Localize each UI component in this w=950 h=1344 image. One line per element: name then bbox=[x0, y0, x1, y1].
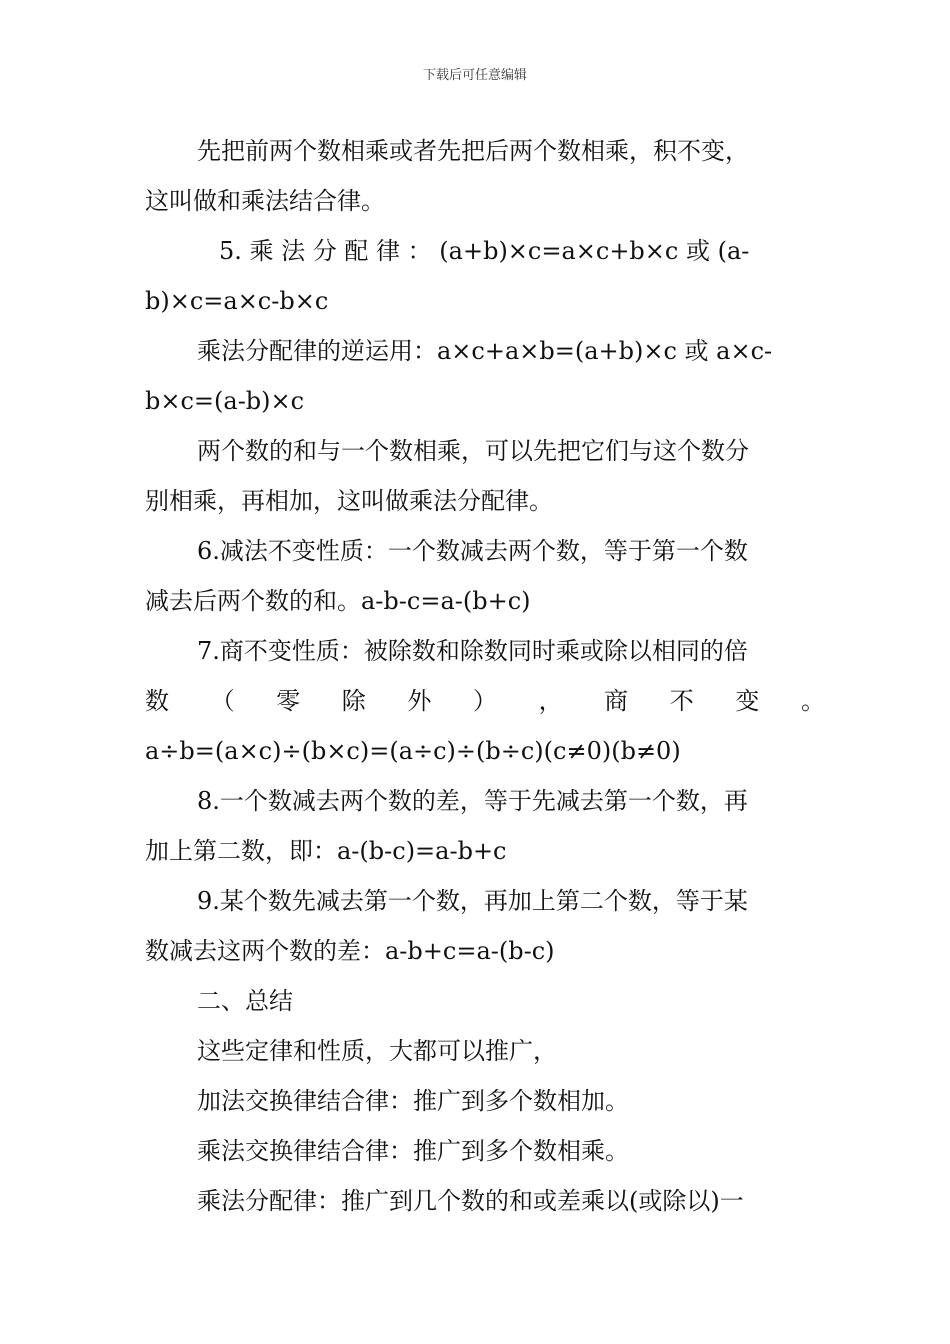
page-header: 下载后可任意编辑 bbox=[422, 68, 527, 83]
paragraph-line: b)×c=a×c-b×c bbox=[145, 287, 329, 315]
paragraph-line: 两个数的和与一个数相乘，可以先把它们与这个数分 bbox=[197, 437, 749, 465]
paragraph-line: 加法交换律结合律：推广到多个数相加。 bbox=[197, 1087, 629, 1115]
justified-char: 不 bbox=[669, 687, 694, 715]
justified-char: ） bbox=[472, 687, 497, 715]
justified-char: 变 bbox=[735, 687, 760, 715]
paragraph-line: 6.减法不变性质：一个数减去两个数，等于第一个数 bbox=[197, 537, 748, 565]
justified-char: （ bbox=[210, 687, 235, 715]
justified-char: 商 bbox=[604, 687, 629, 715]
paragraph-line: 乘法交换律结合律：推广到多个数相乘。 bbox=[197, 1137, 629, 1165]
justified-char: 。 bbox=[800, 687, 825, 715]
paragraph-line: 别相乘，再相加，这叫做乘法分配律。 bbox=[145, 487, 553, 515]
paragraph-line: a÷b=(a×c)÷(b×c)=(a÷c)÷(b÷c)(c≠0)(b≠0) bbox=[145, 737, 681, 765]
paragraph-line: 加上第二数，即：a-(b-c)=a-b+c bbox=[145, 837, 507, 865]
justified-char: 除 bbox=[341, 687, 366, 715]
document-body bbox=[145, 126, 825, 1226]
paragraph-line: 9.某个数先减去第一个数，再加上第二个数，等于某 bbox=[197, 887, 748, 915]
paragraph-line: 这些定律和性质，大都可以推广， bbox=[197, 1037, 557, 1065]
justified-line bbox=[145, 676, 825, 726]
paragraph-line: 先把前两个数相乘或者先把后两个数相乘，积不变， bbox=[197, 137, 749, 165]
justified-char: 外 bbox=[407, 687, 432, 715]
justified-char: ， bbox=[538, 687, 563, 715]
paragraph-line: 8.一个数减去两个数的差，等于先减去第一个数，再 bbox=[197, 787, 748, 815]
paragraph-line: b×c=(a-b)×c bbox=[145, 387, 305, 415]
paragraph-line: 数减去这两个数的差：a-b+c=a-(b-c) bbox=[145, 937, 555, 965]
paragraph-line: 7.商不变性质：被除数和除数同时乘或除以相同的倍 bbox=[197, 637, 748, 665]
paragraph-line: 这叫做和乘法结合律。 bbox=[145, 187, 385, 215]
paragraph-line: 减去后两个数的和。a-b-c=a-(b+c) bbox=[145, 587, 531, 615]
justified-char: 零 bbox=[276, 687, 301, 715]
paragraph-line: 乘法分配律：推广到几个数的和或差乘以(或除以)一 bbox=[197, 1187, 744, 1215]
paragraph-line: 乘法分配律的逆运用：a×c+a×b=(a+b)×c 或 a×c- bbox=[197, 337, 773, 365]
paragraph-line: 5. 乘 法 分 配 律 ： (a+b)×c=a×c+b×c 或 (a- bbox=[219, 237, 750, 265]
section-heading: 二、总结 bbox=[197, 987, 293, 1015]
justified-char: 数 bbox=[145, 687, 169, 715]
